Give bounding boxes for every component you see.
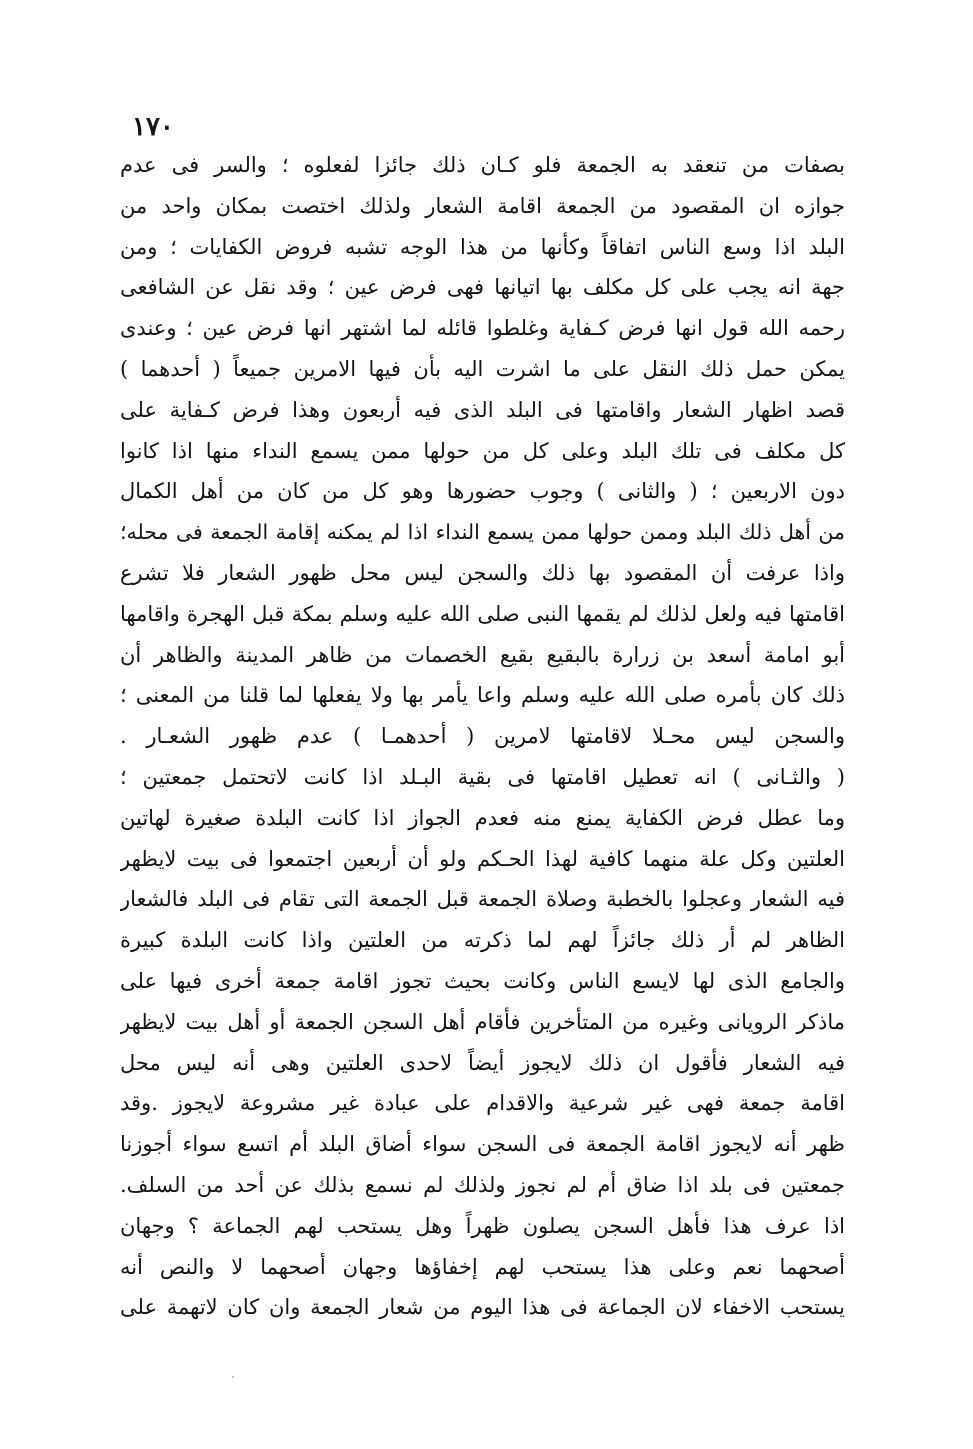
text-line: فيه الشعار فأقول ان ذلك لايجوز أيضاً لاحدى العلتين وهى أنه ليس محل	[120, 1050, 845, 1075]
text-line: دون الاربعين ؛ ( والثانى ) وجوب حضورها وهو كل من كان من أهل الكمال	[120, 479, 845, 504]
text-line: ( والثـانى ) انه تعطيل اقامتها فى بقية البـلد اذا كانت لاتحتمل جمعتين ؛	[120, 764, 845, 789]
text-line: ماذكر الرويانى وغيره من المتأخرين فأقام أهل السجن الجمعة أو أهل بيت لايظهر	[120, 1009, 845, 1034]
text-line: والجامع الذى لها لايسع الناس وكانت بحيث تجوز اقامة جمعة أخرى فيها على	[120, 968, 845, 993]
text-line: ظهر أنه لايجوز اقامة الجمعة فى السجن سواء أضاق البلد أم اتسع سواء أجوزنا	[120, 1132, 845, 1157]
text-line: من أهل ذلك البلد وممن حولها ممن يسمع النداء اذا لم يمكنه إقامة الجمعة فى محله؛	[120, 520, 845, 545]
text-line: ذلك كان بأمره صلى الله عليه وسلم واعا يأمر بها ولا يفعلها لما قلنا من المعنى ؛	[120, 683, 845, 708]
text-line: قصد اظهار الشعار واقامتها فى البلد الذى فيه أربعون وهذا فرض كـفاية على	[120, 397, 845, 422]
text-line: كل مكلف فى تلك البلد وعلى كل من حولها ممن يسمع النداء منها اذا كانوا	[120, 438, 845, 463]
print-speck	[232, 1376, 234, 1378]
text-line: والسجن ليس محـلا لاقامتها لامرين ( أحدهمـا ) عدم ظهور الشعـار .	[120, 724, 845, 749]
text-line: يستحب الاخفاء لان الجماعة فى هذا اليوم من شعار الجمعة وان كان لاتهمة على	[120, 1295, 845, 1320]
text-line: يمكن حمل ذلك النقل على ما اشرت اليه بأن فيها الامرين جميعاً ( أحدهما )	[120, 356, 845, 381]
text-line: الظاهر لم أر ذلك جائزاً لهم لما ذكرته من العلتين واذا كانت البلدة كبيرة	[120, 928, 845, 953]
text-line: اذا عرف هذا فأهل السجن يصلون ظهراً وهل يستحب لهم الجماعة ؟ وجهان	[120, 1213, 845, 1238]
page-number: ١٧٠	[132, 112, 174, 142]
text-line: بصفات من تنعقد به الجمعة فلو كـان ذلك جائزا لفعلوه ؛ والسر فى عدم	[120, 153, 845, 177]
text-line: البلد اذا وسع الناس اتفاقاً وكأنها من هذا الوجه تشبه فروض الكفايات ؛ ومن	[120, 234, 845, 259]
text-line: رحمه الله قول انها فرض كـفاية وغلطوا قائله لما اشتهر انها فرض عين ؛ وعندى	[120, 316, 845, 341]
text-line: أبو امامة أسعد بن زرارة بالبقيع بقيع الخصمات من ظاهر المدينة والظاهر أن	[120, 642, 845, 667]
text-line: اقامة جمعة فهى غير شرعية والاقدام على عبادة غير مشروعة لايجوز .وقد	[120, 1091, 845, 1116]
text-line: اقامتها فيه ولعل لذلك لم يقمها النبى صلى الله عليه وسلم بمكة قبل الهجرة واقامها	[120, 601, 845, 626]
text-line: جمعتين فى بلد اذا ضاق أم لم نجوز ولذلك لم نسمع بذلك عن أحد من السلف.	[120, 1172, 845, 1197]
text-line: جوازه ان المقصود من الجمعة اقامة الشعار ولذلك اختصت بمكان واحد من	[120, 193, 845, 218]
text-line: أصحهما نعم وعلى هذا يستحب لهم إخفاؤها وجهان أصحهما لا والنص أنه	[120, 1254, 845, 1279]
arabic-text-body	[120, 145, 845, 1328]
text-line: العلتين وكل علة منهما كافية لهذا الحـكم ولو أن أربعين اجتمعوا فى بيت لايظهر	[120, 846, 845, 871]
text-line: واذا عرفت أن المقصود بها ذلك والسجن ليس محل ظهور الشعار فلا تشرع	[120, 560, 845, 585]
text-line: فيه الشعار وعجلوا بالخطبة وصلاة الجمعة قبل الجمعة التى تقام فى البلد فالشعار	[120, 887, 845, 912]
text-line: جهة انه يجب على كل مكلف بها اتيانها فهى فرض عين ؛ وقد نقل عن الشافعى	[120, 275, 845, 300]
text-line: وما عطل فرض الكفاية يمنع منه فعدم الجواز اذا كانت البلدة صغيرة لهاتين	[120, 805, 845, 830]
